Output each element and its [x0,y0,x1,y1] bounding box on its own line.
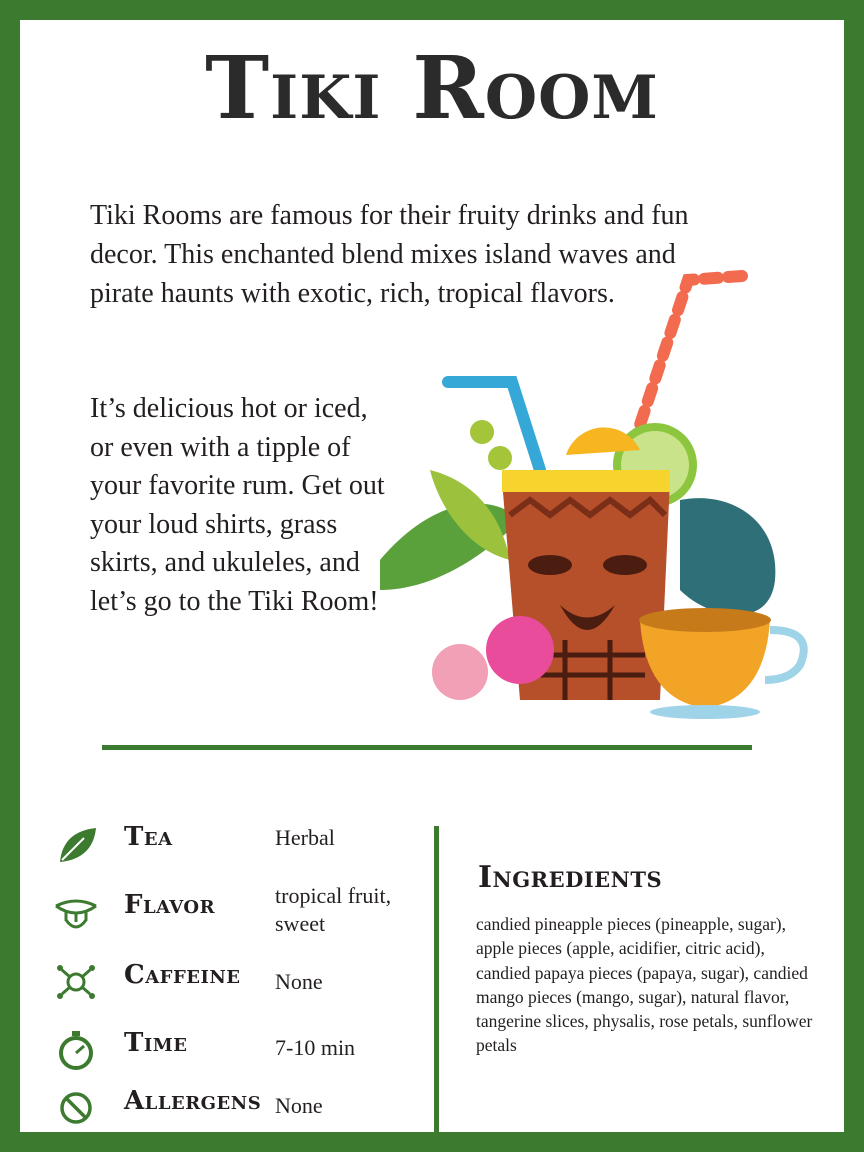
ingredients-text: candied pineapple pieces (pineapple, sugar), apple pieces (apple, acidifier, citric acid), candied papaya pieces (papaya, sugar), candied mango pieces (mango, sugar), natural flavor, tangerine slices, physalis, rose petals, sunflower petals [476,914,813,1056]
spec-label-time: Time [124,1028,188,1058]
tiki-illustration [370,260,820,720]
no-symbol-icon [54,1086,98,1130]
section-divider [102,745,752,750]
intro-text-1: Tiki Rooms are famous for their fruity drinks and fun decor. This enchanted blend mixes island waves and pirate haunts with exotic, rich, tropical flavors. [90,200,689,309]
monstera-leaf [680,498,775,615]
intro-paragraph-2 [90,390,390,621]
spec-value-allergens: None [275,1093,323,1118]
spec-label-caffeine: Caffeine [124,960,241,990]
spec-label-flavor: Flavor [124,890,216,920]
spec-row-tea [48,818,428,868]
pink-flower [486,616,554,684]
intro-text-2: It’s delicious hot or iced, or even with a tipple of your favorite rum. Get out your loud shirts, grass skirts, and ukuleles, and let’s go to the Tiki Room! [90,393,385,617]
spec-row-time [48,1024,428,1074]
olive [470,420,494,444]
spec-value-caffeine: None [275,969,323,994]
spec-label-tea: Tea [124,822,173,852]
ingredients-title: Ingredients [478,860,663,895]
leaf-icon [54,822,98,866]
spec-value-flavor: tropical fruit, sweet [275,883,392,936]
spec-row-caffeine [48,956,428,1006]
stopwatch-icon [54,1028,98,1072]
spec-row-allergens [48,1082,428,1132]
spec-row-flavor [48,883,428,936]
spec-value-tea: Herbal [275,825,335,850]
page-title: Tiki Room [205,38,659,139]
molecule-icon [54,960,98,1004]
spec-label-allergens: Allergens [124,1086,262,1116]
tongue-icon [54,890,98,934]
spec-value-time: 7-10 min [275,1035,356,1060]
